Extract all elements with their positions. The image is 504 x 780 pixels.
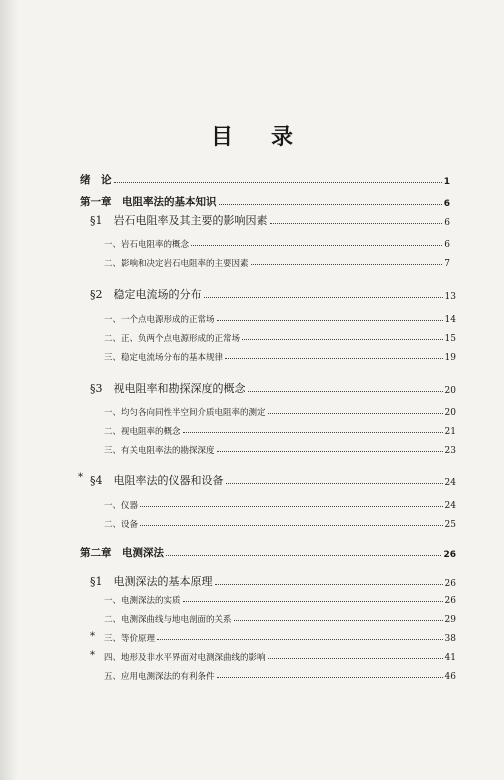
- toc-entry[interactable]: [104, 444, 456, 456]
- leader-dots: [251, 264, 443, 265]
- toc-entry-page: 26: [444, 579, 456, 589]
- toc-entry-page: 41: [444, 653, 456, 663]
- leader-dots: [204, 297, 443, 298]
- toc-entry-label: 三、有关电阻率法的勘探深度: [104, 446, 215, 456]
- toc-entry-label: 一、仪器: [104, 501, 139, 511]
- leader-dots: [225, 358, 443, 359]
- toc-entry-label: §1 岩石电阻率及其主要的影响因素: [90, 214, 268, 227]
- toc-entry[interactable]: [104, 238, 450, 250]
- asterisk-mark: *: [78, 472, 83, 483]
- leader-dots: [183, 432, 443, 433]
- toc-entry-label: 一、均匀各向同性半空间介质电阻率的测定: [104, 408, 266, 418]
- toc-entry-label: 二、影响和决定岩石电阻率的主要因素: [104, 259, 249, 269]
- toc-entry[interactable]: [90, 286, 456, 302]
- leader-dots: [217, 451, 443, 452]
- toc-entry[interactable]: [90, 472, 456, 488]
- leader-dots: [268, 658, 443, 659]
- toc-entry-page: 25: [444, 520, 456, 530]
- leader-dots: [183, 601, 443, 602]
- toc-entry-page: 20: [444, 386, 456, 396]
- toc-entry-page: 13: [444, 292, 456, 302]
- leader-dots: [166, 555, 441, 556]
- leader-dots: [248, 391, 443, 392]
- toc-entry-page: 46: [444, 672, 456, 682]
- leader-dots: [268, 413, 443, 414]
- toc-entry-page: 6: [444, 218, 450, 228]
- toc-entry-page: 7: [444, 259, 450, 269]
- toc-entry-label: 第二章 电测深法: [80, 547, 164, 559]
- toc-entry[interactable]: [80, 172, 450, 187]
- toc-entry-page: 20: [444, 408, 456, 418]
- toc-entry[interactable]: [90, 212, 450, 228]
- toc-entry[interactable]: [104, 425, 456, 437]
- toc-entry-label: 三、稳定电流场分布的基本规律: [104, 353, 224, 363]
- toc-entry[interactable]: [104, 613, 456, 625]
- leader-dots: [242, 339, 443, 340]
- toc-entry-page: 24: [444, 478, 456, 488]
- toc-entry-label: §1 电测深法的基本原理: [90, 575, 213, 588]
- toc-entry-label: §2 稳定电流场的分布: [90, 288, 202, 301]
- leader-dots: [157, 639, 443, 640]
- toc-entry-page: 15: [444, 334, 456, 344]
- toc-entry[interactable]: [80, 194, 450, 209]
- toc-entry-label: 绪 论: [80, 174, 112, 186]
- toc-entry[interactable]: [90, 573, 456, 589]
- toc-entry-label: 一、电测深法的实质: [104, 596, 181, 606]
- toc-entry-page: 38: [444, 634, 456, 644]
- leader-dots: [234, 620, 443, 621]
- toc-entry-page: 6: [443, 199, 450, 209]
- toc-entry[interactable]: [104, 332, 456, 344]
- title-char-1: 目: [210, 125, 233, 150]
- leader-dots: [191, 245, 442, 246]
- toc-entry[interactable]: [80, 545, 456, 560]
- toc-entry-label: 五、应用电测深法的有利条件: [104, 672, 215, 682]
- leader-dots: [226, 483, 443, 484]
- toc-entry[interactable]: [104, 651, 456, 663]
- toc-entry-page: 29: [444, 615, 456, 625]
- toc-entry-label: §3 视电阻率和勘探深度的概念: [90, 382, 246, 395]
- page-title: [0, 120, 504, 151]
- toc-entry-label: 一、岩石电阻率的概念: [104, 240, 190, 250]
- leader-dots: [140, 525, 443, 526]
- toc-entry-page: 24: [444, 501, 456, 511]
- leader-dots: [140, 506, 443, 507]
- leader-dots: [215, 584, 443, 585]
- toc-entry[interactable]: [104, 313, 456, 325]
- leader-dots: [219, 204, 442, 205]
- toc-entry-label: 二、设备: [104, 520, 139, 530]
- toc-entry-page: 23: [444, 446, 456, 456]
- toc-entry-page: 14: [444, 315, 456, 325]
- title-char-2: 录: [271, 125, 294, 150]
- toc-entry-page: 19: [444, 353, 456, 363]
- toc-entry[interactable]: [104, 594, 456, 606]
- leader-dots: [114, 182, 442, 183]
- toc-entry[interactable]: [104, 351, 456, 363]
- leader-dots: [270, 223, 443, 224]
- toc-entry-label: 四、地形及非水平界面对电测深曲线的影响: [104, 653, 266, 663]
- toc-entry[interactable]: [104, 670, 456, 682]
- toc-entry[interactable]: [104, 406, 456, 418]
- toc-entry-page: 1: [443, 177, 450, 187]
- toc-entry[interactable]: [104, 518, 456, 530]
- toc-entry[interactable]: [90, 380, 456, 396]
- asterisk-mark: *: [90, 631, 95, 642]
- leader-dots: [217, 320, 443, 321]
- toc-entry[interactable]: [104, 632, 456, 644]
- toc-entry-label: 三、等价原理: [104, 634, 156, 644]
- toc-entry-page: 26: [444, 596, 456, 606]
- leader-dots: [217, 677, 443, 678]
- toc-entry-label: 第一章 电阻率法的基本知识: [80, 196, 217, 208]
- scan-shadow: [0, 0, 18, 780]
- toc-entry[interactable]: [104, 257, 450, 269]
- toc-entry-label: 二、视电阻率的概念: [104, 427, 181, 437]
- toc-entry-page: 26: [443, 550, 456, 560]
- toc-entry-label: 二、正、负两个点电源形成的正常场: [104, 334, 241, 344]
- toc-entry-label: 一、一个点电源形成的正常场: [104, 315, 215, 325]
- toc-entry-page: 21: [444, 427, 456, 437]
- toc-entry-page: 6: [444, 240, 450, 250]
- toc-entry[interactable]: [104, 499, 456, 511]
- asterisk-mark: *: [90, 650, 95, 661]
- toc-entry-label: §4 电阻率法的仪器和设备: [90, 474, 224, 487]
- toc-entry-label: 二、电测深曲线与地电剖面的关系: [104, 615, 232, 625]
